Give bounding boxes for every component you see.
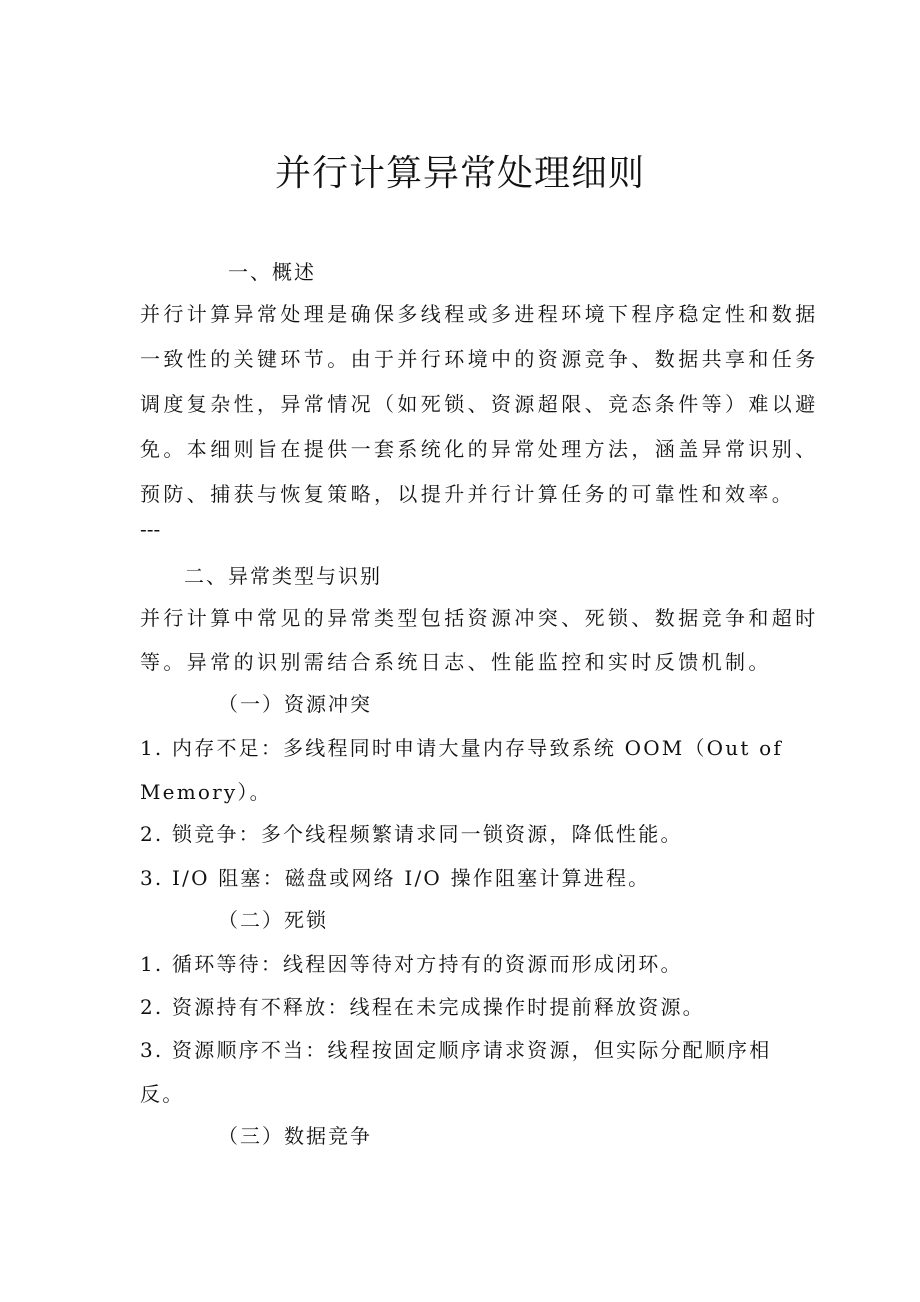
section1-para-line-3: 调度复杂性，异常情况（如死锁、资源超限、竞态条件等）难以避 <box>140 392 819 416</box>
section2-para-line-2: 等。异常的识别需结合系统日志、性能监控和实时反馈机制。 <box>140 650 772 674</box>
section1-para-line-2: 一致性的关键环节。由于并行环境中的资源竞争、数据共享和任务 <box>140 347 819 371</box>
document-title: 并行计算异常处理细则 <box>274 153 645 194</box>
sub1-item3: 3. I/O 阻塞：磁盘或网络 I/O 操作阻塞计算进程。 <box>140 866 651 890</box>
sub2-item3-line-2: 反。 <box>140 1082 185 1106</box>
subsection1-heading: （一）资源冲突 <box>218 692 372 716</box>
sub1-item1-line-1: 1. 内存不足：多线程同时申请大量内存导致系统 OOM（Out of <box>140 736 783 760</box>
section1-para-line-5: 预防、捕获与恢复策略，以提升并行计算任务的可靠性和效率。 <box>140 482 796 506</box>
section1-heading: 一、概述 <box>228 260 316 284</box>
sub2-item1: 1. 循环等待：线程因等待对方持有的资源而形成闭环。 <box>140 952 683 976</box>
section1-para-line-4: 免。本细则旨在提供一套系统化的异常处理方法，涵盖异常识别、 <box>140 437 819 461</box>
subsection2-heading: （二）死锁 <box>218 908 328 932</box>
section2-heading: 二、异常类型与识别 <box>184 564 382 588</box>
subsection3-heading: （三）数据竞争 <box>218 1124 372 1148</box>
sub2-item3-line-1: 3. 资源顺序不当：线程按固定顺序请求资源，但实际分配顺序相 <box>140 1038 772 1062</box>
sub1-item2: 2. 锁竞争：多个线程频繁请求同一锁资源，降低性能。 <box>140 822 683 846</box>
section2-para-line-1: 并行计算中常见的异常类型包括资源冲突、死锁、数据竞争和超时 <box>140 606 819 630</box>
section1-para-line-1: 并行计算异常处理是确保多线程或多进程环境下程序稳定性和数据 <box>140 302 819 326</box>
sub1-item1-line-2: Memory）。 <box>140 780 272 804</box>
section-separator: --- <box>140 517 161 541</box>
sub2-item2: 2. 资源持有不释放：线程在未完成操作时提前释放资源。 <box>140 995 705 1019</box>
